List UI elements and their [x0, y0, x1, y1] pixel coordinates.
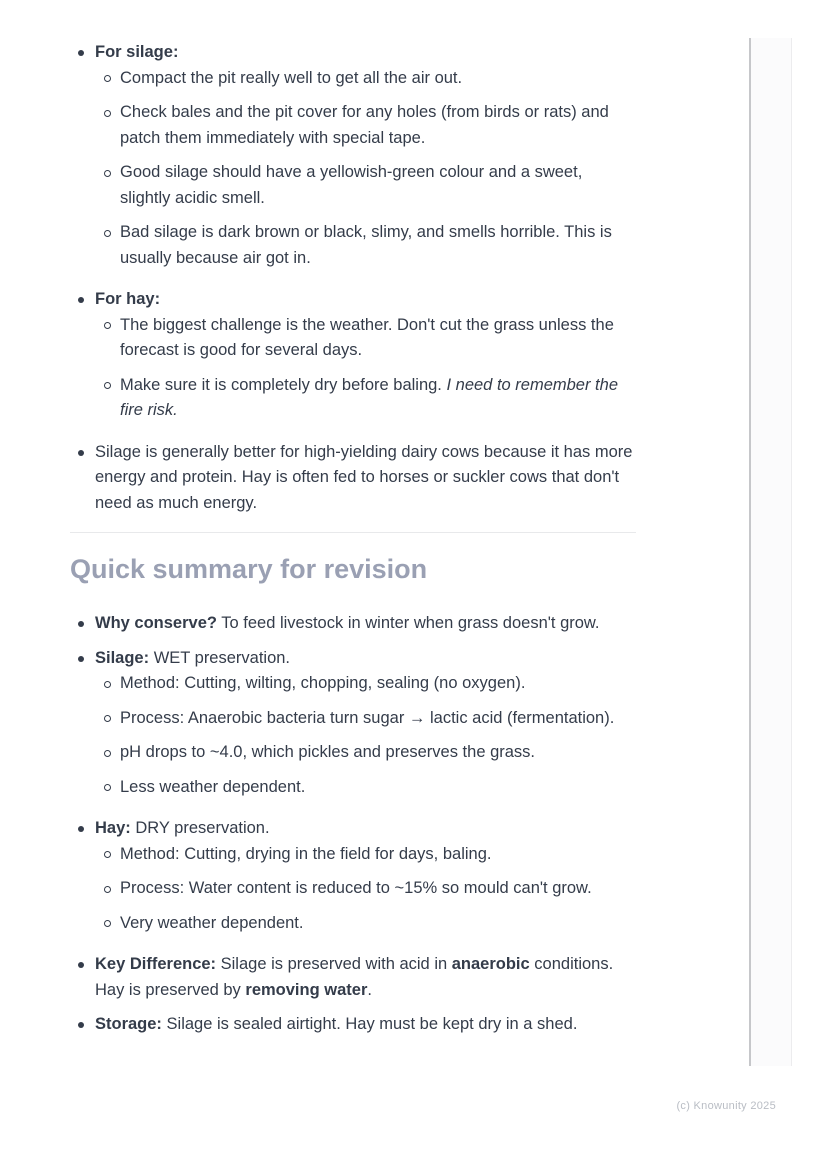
- section-heading: Quick summary for revision: [70, 554, 428, 584]
- list-item: [70, 646, 636, 808]
- list-item-text: Method: Cutting, wilting, chopping, sealing (no oxygen).: [120, 674, 526, 692]
- list-item: [95, 911, 636, 937]
- list-item: [70, 816, 636, 943]
- list-item-text: pH drops to ~4.0, which pickles and preserves the grass.: [120, 743, 536, 761]
- list-item-text: Key Difference: Silage is preserved with acid in anaerobic conditions. Hay is preserved by removing water.: [95, 955, 614, 999]
- bullet-circle-icon: [104, 851, 111, 858]
- list-item-text: Silage is generally better for high-yielding dairy cows because it has more energy and protein. Hay is often fed to horses or suckler cows that don't need as much energy.: [95, 442, 633, 512]
- bullet-circle-icon: [104, 750, 111, 757]
- list-item: [70, 611, 636, 637]
- bullet-disc-icon: [78, 50, 84, 56]
- list-item: [95, 160, 636, 211]
- bullet-circle-icon: [104, 886, 111, 893]
- list-item: [70, 440, 636, 517]
- list-item: [95, 876, 636, 902]
- sub-list: [95, 671, 636, 807]
- list-item: [70, 40, 636, 278]
- section-divider: [70, 532, 636, 533]
- list-item-text: Why conserve? To feed livestock in winter when grass doesn't grow.: [95, 614, 600, 632]
- list-item-text: The biggest challenge is the weather. Don't cut the grass unless the forecast is good for several days.: [120, 315, 614, 359]
- list-item: [95, 220, 636, 271]
- bullet-disc-icon: [78, 962, 84, 968]
- sub-list: [95, 842, 636, 944]
- list-item: [95, 100, 636, 151]
- list-item-text: Good silage should have a yellowish-green colour and a sweet, slightly acidic smell.: [120, 163, 583, 207]
- list-item: [95, 740, 636, 766]
- copyright-footer: (c) Knowunity 2025: [676, 1100, 776, 1112]
- bullet-circle-icon: [104, 920, 111, 927]
- list-item-text: Bad silage is dark brown or black, slimy, and smells horrible. This is usually because air got in.: [120, 223, 612, 267]
- bullet-circle-icon: [104, 382, 111, 389]
- sub-list: [95, 313, 636, 431]
- bullet-circle-icon: [104, 75, 111, 82]
- bullet-circle-icon: [104, 784, 111, 791]
- list-item-text: Storage: Silage is sealed airtight. Hay must be kept dry in a shed.: [95, 1015, 578, 1033]
- list-item: [70, 1012, 636, 1038]
- bullet-circle-icon: [104, 110, 111, 117]
- list-item: [70, 287, 636, 431]
- list-item: [95, 706, 636, 732]
- summary-list: [70, 611, 636, 1038]
- list-item-text: Method: Cutting, drying in the field for days, baling.: [120, 844, 492, 863]
- list-item: [95, 842, 636, 868]
- document-content: [70, 40, 636, 1038]
- list-item-text: Silage: WET preservation.: [95, 648, 291, 667]
- bullet-circle-icon: [104, 170, 111, 177]
- list-item-text: Check bales and the pit cover for any holes (from birds or rats) and patch them immediately with special tape.: [120, 103, 609, 147]
- bullet-circle-icon: [104, 230, 111, 237]
- list-item-text: Less weather dependent.: [120, 777, 306, 796]
- bullet-circle-icon: [104, 715, 111, 722]
- list-item: [95, 671, 636, 697]
- bullet-disc-icon: [78, 826, 84, 832]
- bullet-disc-icon: [78, 1022, 84, 1028]
- list-item-text: Very weather dependent.: [120, 913, 304, 932]
- bullet-disc-icon: [78, 450, 84, 456]
- list-item-text: For silage:: [95, 43, 179, 61]
- list-item: [95, 313, 636, 364]
- list-item: [70, 952, 636, 1003]
- list-item-text: Process: Anaerobic bacteria turn sugar → lactic acid (fermentation).: [120, 708, 615, 727]
- list-item: [95, 373, 636, 424]
- list-item: [95, 66, 636, 92]
- bullet-disc-icon: [78, 656, 84, 662]
- list-item-text: Process: Water content is reduced to ~15% so mould can't grow.: [120, 879, 592, 897]
- list-item-text: Compact the pit really well to get all the air out.: [120, 68, 463, 87]
- bullet-circle-icon: [104, 322, 111, 329]
- notes-list: [70, 40, 636, 516]
- adjacent-page-edge: [749, 38, 792, 1066]
- list-item-text: Make sure it is completely dry before baling. I need to remember the fire risk.: [120, 375, 618, 419]
- list-item: [95, 775, 636, 801]
- bullet-disc-icon: [78, 621, 84, 627]
- list-item-text: For hay:: [95, 290, 161, 308]
- bullet-disc-icon: [78, 297, 84, 303]
- bullet-circle-icon: [104, 681, 111, 688]
- list-item-text: Hay: DRY preservation.: [95, 819, 270, 837]
- sub-list: [95, 66, 636, 279]
